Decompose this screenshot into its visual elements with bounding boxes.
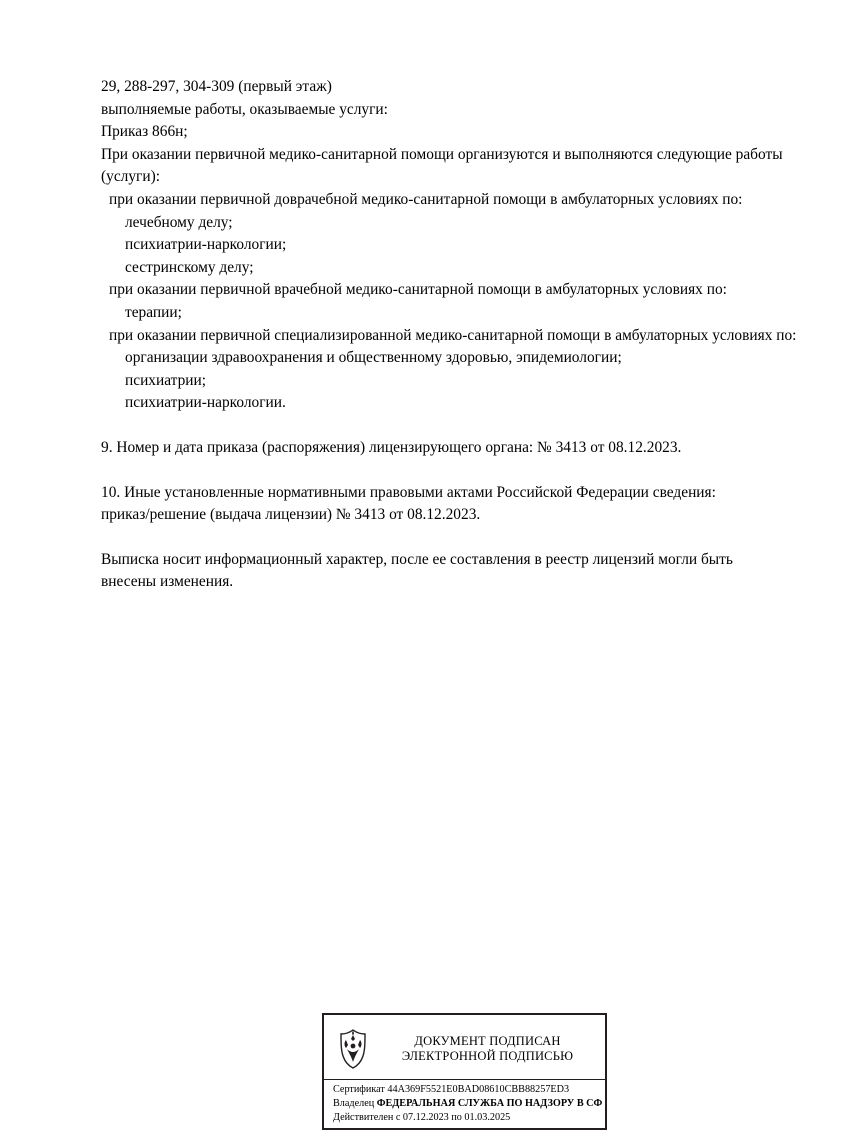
body-line: 29, 288-297, 304-309 (первый этаж) [101,78,332,95]
notice-line-1: Выписка носит информационный характер, после ее составления в реестр лицензий могли быть [101,550,733,568]
stamp-certificate-value: 44A369F5521E0BAD08610CBB88257ED3 [387,1084,570,1095]
body-line: при оказании первичной врачебной медико-санитарной помощи в амбулаторных условиях по: [109,281,727,299]
body-line: сестринскому делу; [125,258,254,276]
body-line: терапии; [125,303,182,321]
document-body [101,76,816,594]
electronic-signature-stamp [322,1013,607,1130]
stamp-owner [333,1097,605,1111]
body-line: психиатрии-наркологии. [125,394,286,412]
informational-notice [101,549,816,594]
body-line: Приказ 866н; [101,123,188,141]
body-line: организации здравоохранения и общественному здоровью, эпидемиологии; [125,349,622,367]
stamp-certificate [333,1083,605,1097]
stamp-title-line-1: ДОКУМЕНТ ПОДПИСАН [414,1034,561,1048]
body-line: психиатрии-наркологии; [125,236,287,254]
body-line: при оказании первичной доврачебной медико-санитарной помощи в амбулаторных условиях по: [109,190,743,208]
item-10 [101,482,816,527]
body-line: При оказании первичной медико-санитарной помощи организуются и выполняются следующие работы (услуги): [101,145,787,186]
stamp-title-line-2: ЭЛЕКТРОННОЙ ПОДПИСЬЮ [401,1049,574,1063]
body-line: выполняемые работы, оказываемые услуги: [101,100,388,118]
item-9-text: 9. Номер и дата приказа (распоряжения) лицензирующего органа: № 3413 от 08.12.2023. [101,438,682,456]
russian-coat-of-arms-icon [334,1027,372,1071]
item-9 [101,437,816,460]
stamp-certificate-label: Сертификат [333,1084,385,1095]
item-10-line-2: приказ/решение (выдача лицензии) № 3413 от 08.12.2023. [101,506,481,524]
notice-line-2: внесены изменения. [101,573,234,591]
body-line: лечебному делу; [125,213,233,231]
stamp-details [324,1080,605,1125]
body-line: при оказании первичной специализированной медико-санитарной помощи в амбулаторных условиях по: [109,326,797,344]
stamp-validity: Действителен с 07.12.2023 по 01.03.2025 [333,1112,511,1123]
item-10-line-1: 10. Иные установленные нормативными правовыми актами Российской Федерации сведения: [101,483,716,501]
stamp-title [378,1034,597,1064]
body-line: психиатрии; [125,371,207,389]
stamp-header [324,1015,605,1077]
stamp-owner-value: ФЕДЕРАЛЬНАЯ СЛУЖБА ПО НАДЗОРУ В СФ [376,1098,603,1109]
stamp-owner-label: Владелец [333,1098,375,1109]
